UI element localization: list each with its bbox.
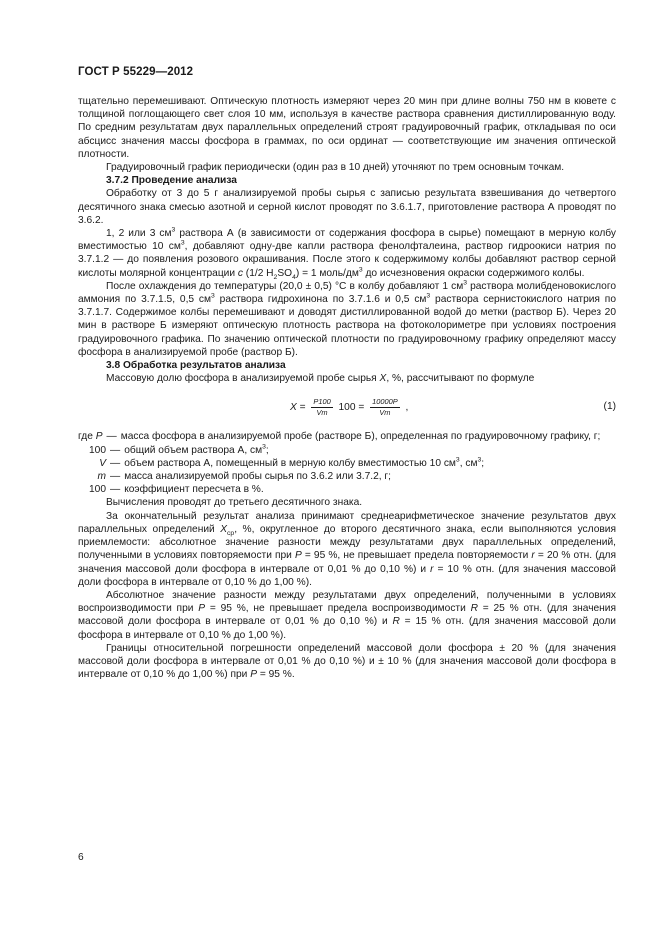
paragraph: Массовую долю фосфора в анализируемой пробе сырья X, %, рассчитывают по формуле [106, 373, 535, 385]
definition-item: V — объем раствора А, помещенный в мерную колбу вместимостью 10 $см^3$, $см^3$; [99, 456, 485, 469]
formula: X = $\frac{P100}{Vm}$ 100 = $\frac{10000P}{Vm}$ , [290, 396, 409, 417]
definitions-list [78, 430, 616, 496]
paragraph: тщательно перемешивают. Оптическую плотность измеряют через 20 мин при длине волны 750 нм в кювете с толщиной поглощающего свет слоя 10 мм, используя в качестве раствора сравнения дистиллированную воду. По средним результатам двух параллельных определений строят градуировочный график, откладывая по оси абсцисс значения массы фосфора в граммах, по оси ординат — соответствующие им значения оптической плотности. [78, 96, 616, 160]
page-content [78, 95, 616, 681]
definition-item: 100 — общий объем раствора А, $см^3$; [89, 443, 269, 456]
page-number: 6 [78, 852, 84, 863]
paragraph: 1, 2 или 3 $см^3$ раствора А (в зависимости от содержания фосфора в сырье) помещают в мерную колбу вместимостью 10 $см^3$, добавляют одну-две капли раствора фенолфталеина, раствор гидроокиси натрия по 3.7.1.2 — до появления розового окрашивания. После этого к содержимому колбы добавляют раствор серной кислоты молярной концентрации c (1/2 $H_2SO_4) = 1$ моль/$дм^3$ до исчезновения окраски содержимого колбы. [78, 226, 617, 281]
page-header: ГОСТ Р 55229—2012 [78, 66, 194, 78]
fraction: $\frac{10000P}{Vm}$ [372, 396, 398, 417]
fraction: $\frac{P100}{Vm}$ [313, 396, 331, 417]
formula-block [78, 390, 616, 424]
paragraph: Границы относительной погрешности определений массовой доли фосфора ± 20 % (для значения массовой доли фосфора в интервале от 0,01 % до 0,10 %) и ± 10 % (для значения массовой доли фосфора в интервале от 0,10 % до 1,00 %) при P = 95 %. [78, 642, 616, 681]
section-heading: 3.8 Обработка результатов анализа [106, 360, 286, 372]
paragraph: Вычисления проводят до третьего десятичного знака. [106, 497, 363, 509]
definition-item: m — масса анализируемой пробы сырья по 3.6.2 или 3.7.2, г; [97, 471, 391, 483]
paragraph: За окончательный результат анализа принимают среднеарифметическое значение результатов двух параллельных определений $X_{ср}$, %, округленное до второго десятичного знака, если выполняются условия приемлемости: абсолютное значение разности между результатами двух параллельных определений, полученными в условиях повторяемости при P = 95 %, не превышает предела повторяемости r = 20 % отн. (для значения массовой доли фосфора в интервале от 0,01 % до 0,10 %) и r = 10 % отн. (для значения массовой доли фосфора в интервале от 0,10 % до 1,00 %). [78, 510, 617, 588]
definition-item: 100 — коэффициент пересчета в %. [89, 484, 264, 496]
equation-number: (1) [603, 401, 616, 413]
paragraph: Абсолютное значение разности между результатами двух определений, полученными в условиях воспроизводимости при P = 95 %, не превышает предела воспроизводимости R = 25 % отн. (для значения массовой доли фосфора в интервале от 0,01 % до 0,10 %) и R = 15 % отн. (для значения массовой доли фосфора в интервале от 0,10 % до 1,00 %). [78, 589, 617, 641]
paragraph: Обработку от 3 до 5 г анализируемой пробы сырья с записью результата взвешивания до четвертого десятичного знака смесью азотной и серной кислот проводят по 3.6.1.7, приготовление раствора А проводят по 3.6.2. [78, 188, 616, 226]
definition-item: где P — масса фосфора в анализируемой пробе (растворе Б), определенная по градуировочному графику, г; [78, 431, 601, 443]
paragraph: Градуировочный график периодически (один раз в 10 дней) уточняют по трем основным точкам. [106, 162, 565, 174]
section-heading: 3.7.2 Проведение анализа [106, 175, 237, 187]
paragraph: После охлаждения до температуры (20,0 ± 0,5) °С в колбу добавляют 1 $см^3$ раствора молибденовокислого аммония по 3.7.1.5, 0,5 $см^3$ раствора гидрохинона по 3.7.1.6 и 0,5 $см^3$ раствора сернистокислого натрия по 3.7.1.7. Содержимое колбы перемешивают и доводят дистиллированной водой до метки (раствор Б). Через 20 мин в растворе Б измеряют оптическую плотность раствора на фотоколориметре при условиях построения градуировочного графика. По значению оптической плотности по градуировочному графику определяют массу фосфора в анализируемой пробе (раствор Б). [78, 279, 617, 358]
